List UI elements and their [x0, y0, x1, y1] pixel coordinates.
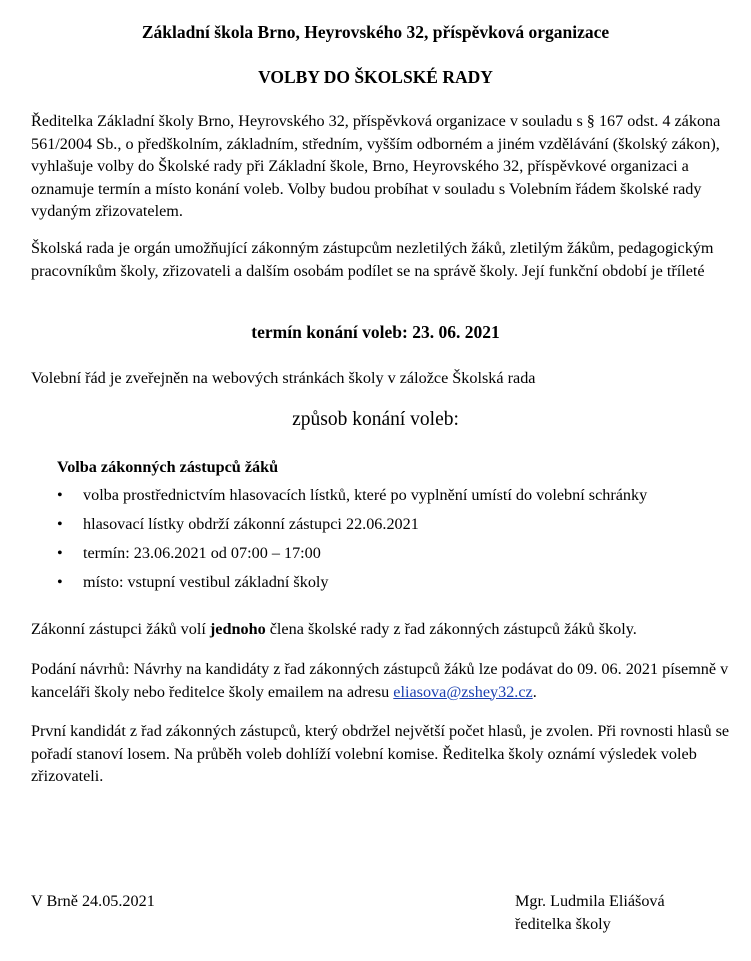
school-name-heading: Základní škola Brno, Heyrovského 32, příspěvková organizace: [141, 22, 610, 42]
list-item-text: místo: vstupní vestibul základní školy: [83, 573, 329, 591]
signer-name: Mgr. Ludmila Eliášová: [515, 892, 665, 910]
email-link[interactable]: eliasova@zshey32.cz: [393, 682, 533, 701]
document-title: VOLBY DO ŠKOLSKÉ RADY: [258, 67, 493, 87]
bullet-icon: •: [57, 573, 63, 591]
place-date: V Brně 24.05.2021: [31, 892, 155, 910]
vote-text-start: Zákonní zástupci žáků volí: [31, 620, 210, 638]
signature-block: [515, 890, 665, 935]
nominations-text: Podání návrhů: Návrhy na kandidáty z řad zákonných zástupců žáků lze podávat do 09. 06. 2021 písemně v kanceláři školy nebo ředitelce školy emailem na adresu: [31, 660, 729, 701]
result-paragraph: První kandidát z řad zákonných zástupců, který obdržel největší počet hlasů, je zvolen. Při rovnosti hlasů se pořadí stanoví losem. Na průběh voleb dohlíží volební komise. Ředitelka školy oznámí výsledek voleb zřizovateli.: [31, 722, 730, 785]
intro-paragraph: Ředitelka Základní školy Brno, Heyrovského 32, příspěvková organizace v souladu s § 167 odst. 4 zákona 561/2004 Sb., o předškolním, základním, středním, vyšším odborném a jiném vzdělávání (školský zákon), vyhlašuje volby do Školské rady při Základní škole, Brno, Heyrovského 32, příspěvkové organizaci a oznamuje termín a místo konání voleb. Volby budou probíhat v souladu s Volebním řádem školské rady vydaným zřizovatelem.: [31, 112, 721, 220]
voting-method-heading: způsob konání voleb:: [292, 409, 459, 430]
bullet-icon: •: [57, 486, 63, 504]
council-paragraph: Školská rada je orgán umožňující zákonným zástupcům nezletilých žáků, zletilým žákům, pedagogickým pracovníkům školy, zřizovateli a dalším osobám podílet se na správě školy. Její funkční období je tříleté: [31, 239, 714, 280]
section-heading-parents: Volba zákonných zástupců žáků: [57, 458, 279, 476]
vote-paragraph: [31, 618, 731, 641]
nominations-paragraph: [31, 658, 731, 703]
bullet-icon: •: [57, 544, 63, 562]
vote-text-end: člena školské rady z řad zákonných zástupců žáků školy.: [265, 620, 637, 638]
list-item-text: volba prostřednictvím hlasovacích lístků, které po vyplnění umístí do volební schránky: [83, 486, 648, 504]
bullet-icon: •: [57, 515, 63, 533]
rules-note-paragraph: Volební řád je zveřejněn na webových stránkách školy v záložce Školská rada: [31, 369, 536, 387]
list-item-text: hlasovací lístky obdrží zákonní zástupci 22.06.2021: [83, 515, 419, 533]
nominations-end: .: [532, 682, 537, 701]
election-date-heading: termín konání voleb: 23. 06. 2021: [251, 322, 500, 342]
list-item-text: termín: 23.06.2021 od 07:00 – 17:00: [83, 544, 321, 562]
signer-role: ředitelka školy: [515, 914, 611, 933]
vote-emphasis: jednoho: [209, 620, 266, 638]
